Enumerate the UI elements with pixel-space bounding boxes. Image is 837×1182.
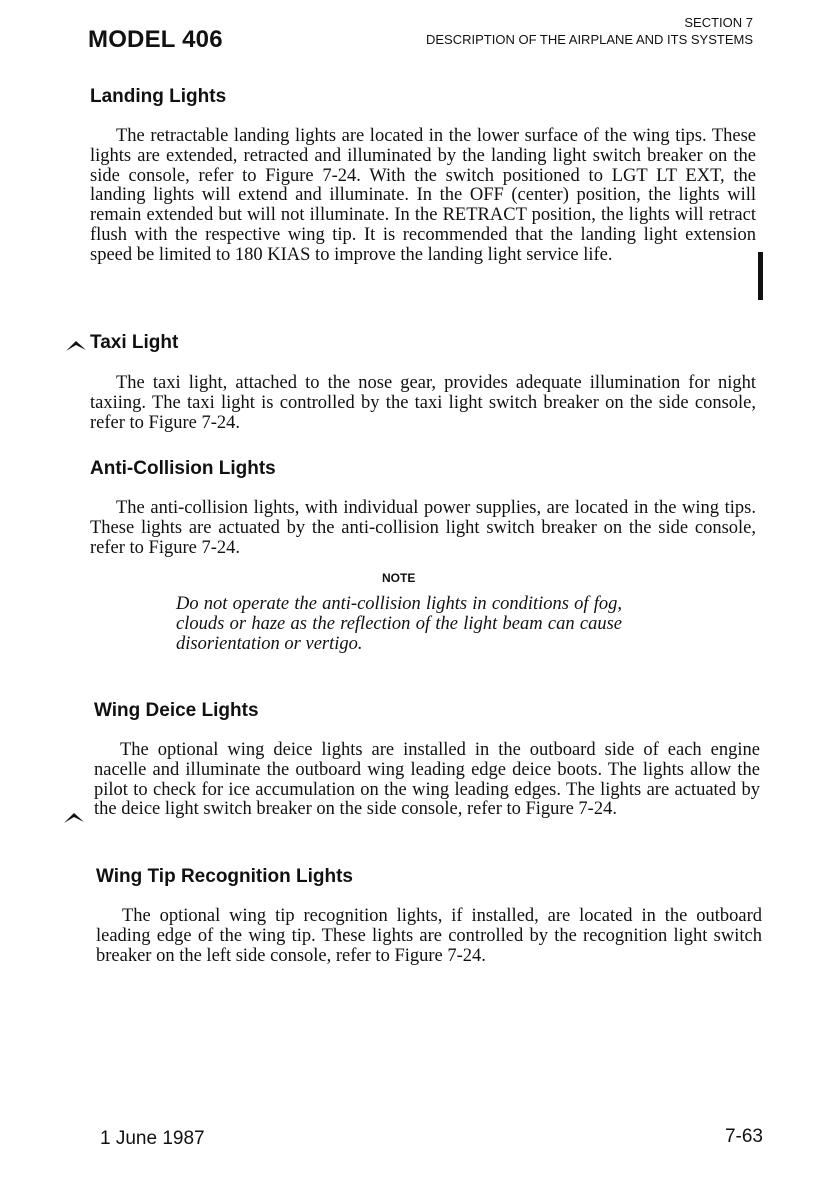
section-title: DESCRIPTION OF THE AIRPLANE AND ITS SYSTEMS xyxy=(426,32,753,47)
footer-date: 1 June 1987 xyxy=(100,1128,205,1149)
section-wing-tip-recognition-lights xyxy=(96,866,762,966)
section-heading: Anti-Collision Lights xyxy=(90,458,276,479)
section-body: The optional wing tip recognition lights, if installed, are located in the outboard leading edge of the wing tip. These lights are controlled by the recognition light switch breaker on the left side console, refer to Figure 7-24. xyxy=(96,906,762,966)
section-heading: Taxi Light xyxy=(90,332,179,353)
note-label: NOTE xyxy=(382,571,416,585)
section-header xyxy=(426,14,753,48)
revision-change-bar xyxy=(758,252,763,300)
section-body: The taxi light, attached to the nose gear, provides adequate illumination for night taxiing. The taxi light is controlled by the taxi light switch breaker on the side console, refer to Figure 7-24. xyxy=(90,373,756,433)
revision-arrow-icon xyxy=(64,338,88,354)
section-body: The retractable landing lights are located in the lower surface of the wing tips. These lights are extended, retracted and illuminated by the landing light switch breaker on the side console, refer to Figure 7-24. With the switch positioned to LGT LT EXT, the landing lights will extend and illuminate. In the OFF (center) position, the lights will remain extended but will not illuminate. In the RETRACT position, the lights will retract flush with the respective wing tip. It is recommended that the landing light extension speed be limited to 180 KIAS to improve the landing light service life. xyxy=(90,126,756,265)
section-wing-deice-lights xyxy=(94,700,760,820)
revision-arrow-icon xyxy=(62,810,86,826)
section-body: The optional wing deice lights are installed in the outboard side of each engine nacelle and illuminate the outboard wing leading edge deice boots. The lights allow the pilot to check for ice accumulation on the wing leading edges. The lights are actuated by the deice light switch breaker on the side console, refer to Figure 7-24. xyxy=(94,740,760,820)
section-taxi-light xyxy=(90,332,756,433)
section-number: SECTION 7 xyxy=(684,15,753,30)
section-heading: Wing Deice Lights xyxy=(94,700,259,721)
note-text: Do not operate the anti-collision lights in conditions of fog, clouds or haze as the reflection of the light beam can cause disorientation or vertigo. xyxy=(176,594,622,654)
section-body: The anti-collision lights, with individual power supplies, are located in the wing tips. These lights are actuated by the anti-collision light switch breaker on the side console, refer to Figure 7-24. xyxy=(90,498,756,558)
section-heading: Landing Lights xyxy=(90,86,227,107)
page-number: 7-63 xyxy=(724,1126,763,1147)
section-anti-collision-lights xyxy=(90,458,756,558)
section-landing-lights xyxy=(90,86,756,266)
section-heading: Wing Tip Recognition Lights xyxy=(96,866,354,887)
document-model: MODEL 406 xyxy=(88,26,223,53)
